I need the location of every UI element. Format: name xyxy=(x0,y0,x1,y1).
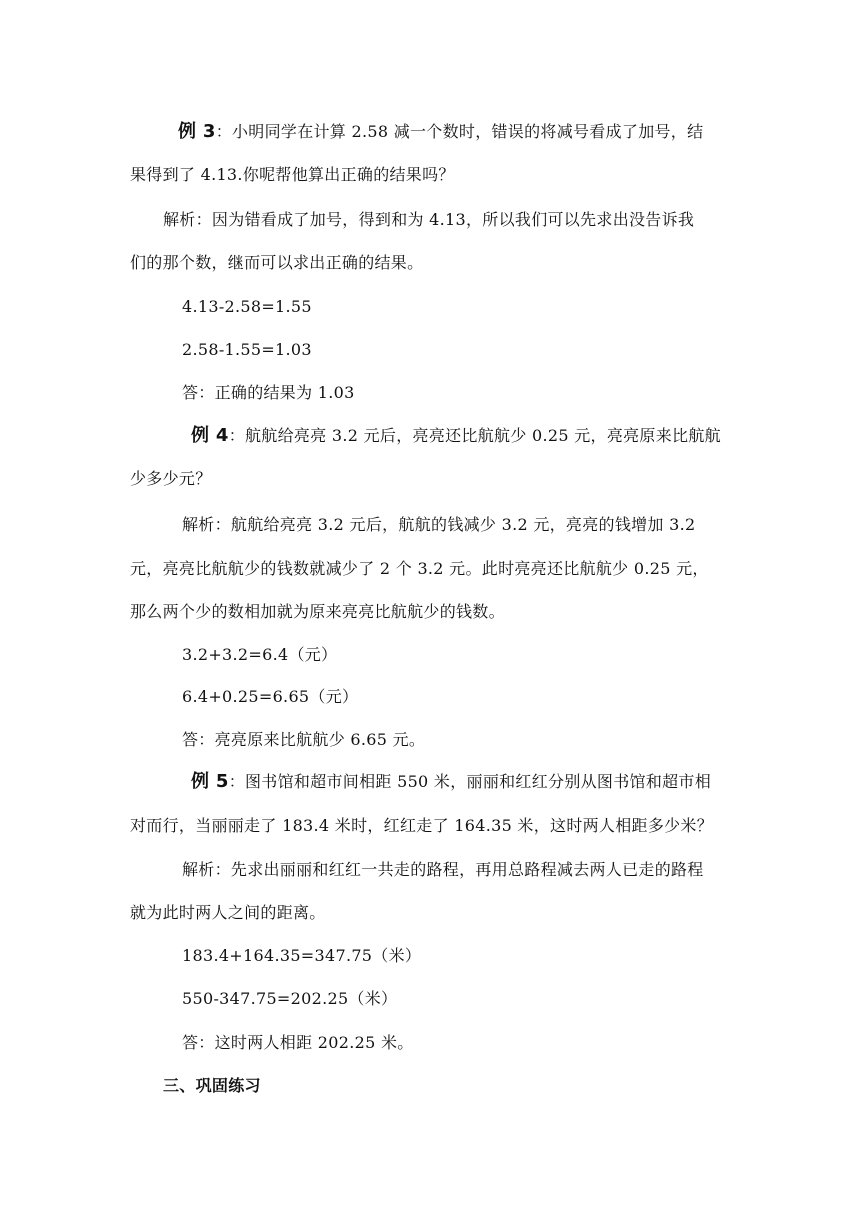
example-3-question-line-1 xyxy=(178,122,703,142)
example-3-analysis-line-2: 们的那个数，继而可以求出正确的结果。 xyxy=(130,253,424,272)
example-5-question-text: ：图书馆和超市间相距 550 米，丽丽和红红分别从图书馆和超市相 xyxy=(228,772,712,791)
example-4-question-line-1 xyxy=(191,426,721,446)
example-4-analysis-line-3: 那么两个少的数相加就为原来亮亮比航航少的钱数。 xyxy=(130,602,505,621)
example-3-label: 例 3 xyxy=(178,121,216,142)
example-5-analysis-line-2: 就为此时两人之间的距离。 xyxy=(130,903,326,922)
example-4-calc-2: 6.4+0.25=6.65（元） xyxy=(182,687,359,706)
example-4-question-text: ：航航给亮亮 3.2 元后，亮亮还比航航少 0.25 元，亮亮原来比航航 xyxy=(228,426,721,445)
example-4-question-line-2: 少多少元？ xyxy=(130,469,212,488)
example-5-question-line-1 xyxy=(191,772,711,792)
example-4-analysis-line-1: 解析：航航给亮亮 3.2 元后，航航的钱减少 3.2 元，亮亮的钱增加 3.2 xyxy=(182,515,696,534)
example-5-calc-2: 550-347.75=202.25（米） xyxy=(182,989,398,1008)
example-3-analysis-line-1: 解析：因为错看成了加号，得到和为 4.13，所以我们可以先求出没告诉我 xyxy=(163,210,695,229)
example-5-label: 例 5 xyxy=(191,771,229,792)
example-4-answer: 答：亮亮原来比航航少 6.65 元。 xyxy=(182,730,426,749)
example-3-question-line-2: 果得到了 4.13.你呢帮他算出正确的结果吗？ xyxy=(130,165,455,184)
example-5-answer: 答：这时两人相距 202.25 米。 xyxy=(182,1033,414,1052)
example-4-analysis-line-2: 元，亮亮比航航少的钱数就减少了 2 个 3.2 元。此时亮亮还比航航少 0.25 元， xyxy=(130,559,709,578)
example-3-calc-1: 4.13-2.58=1.55 xyxy=(182,297,312,316)
example-5-question-line-2: 对而行，当丽丽走了 183.4 米时，红红走了 164.35 米，这时两人相距多少米？ xyxy=(130,816,714,835)
example-3-calc-2: 2.58-1.55=1.03 xyxy=(182,340,312,359)
example-5-analysis-line-1: 解析：先求出丽丽和红红一共走的路程，再用总路程减去两人已走的路程 xyxy=(182,860,704,879)
example-4-label: 例 4 xyxy=(191,425,229,446)
example-5-calc-1: 183.4+164.35=347.75（米） xyxy=(182,946,422,965)
example-4-calc-1: 3.2+3.2=6.4（元） xyxy=(182,645,338,664)
example-3-answer: 答：正确的结果为 1.03 xyxy=(182,383,355,402)
section-heading: 三、巩固练习 xyxy=(163,1076,261,1095)
example-3-question-text: ：小明同学在计算 2.58 减一个数时，错误的将减号看成了加号，结 xyxy=(215,122,704,141)
